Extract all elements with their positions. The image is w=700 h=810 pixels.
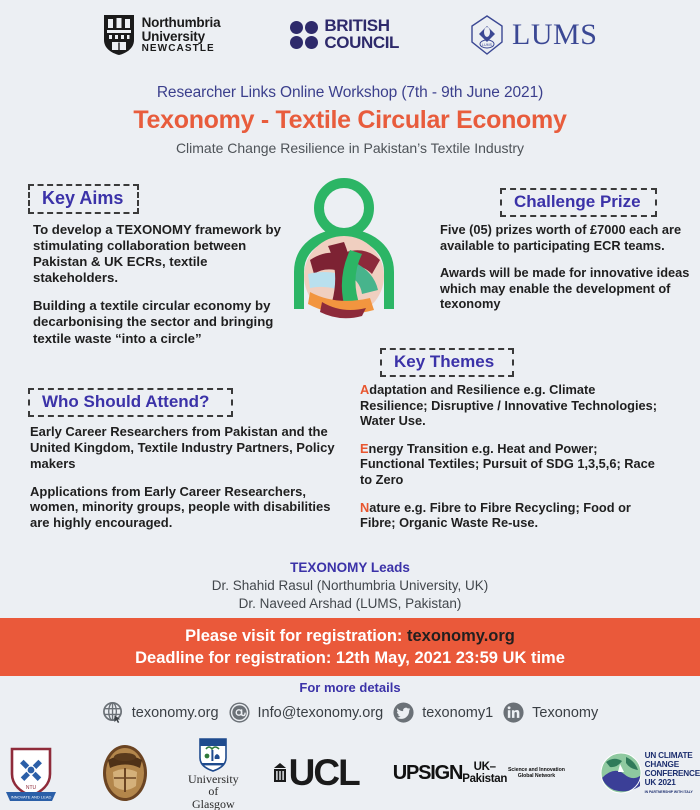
logo-uet-crest [96, 742, 154, 804]
cop26-tagline: IN PARTNERSHIP WITH ITALY [644, 789, 693, 794]
upsign-tagline: Science and Innovation Global Network [507, 767, 565, 779]
key-aims-body [33, 222, 283, 347]
key-aims-paragraph-2: Building a textile circular economy by decarbonising the sector and bringing textile waste “into a circle” [33, 298, 274, 346]
lums-crest-icon [469, 14, 505, 56]
contact-item-twitter[interactable] [392, 701, 493, 724]
key-theme-item-3 [360, 500, 660, 531]
lums-wordmark: LUMS [512, 18, 598, 51]
texonomy-leads-block [0, 560, 700, 611]
registration-prefix: Please visit for registration: [185, 626, 408, 645]
key-themes-heading: Key Themes [380, 348, 514, 377]
logo-ucl [273, 752, 359, 794]
key-theme-text-1: daptation and Resilience e.g. Climate Resilience; Disruptive / Innovative Technologies; Water Use. [360, 382, 658, 429]
contact-item-website[interactable] [102, 701, 219, 724]
cop26-line1: UN CLIMATE [644, 751, 693, 761]
registration-deadline: Deadline for registration: 12th May, 2021 23:59 UK time [135, 648, 565, 667]
lead-person-2: Dr. Naveed Arshad (LUMS, Pakistan) [238, 596, 462, 611]
ucl-wordmark: UCL [288, 752, 359, 793]
key-aims-paragraph-1: To develop a TEXONOMY framework by stimulating collaboration between Pakistan & UK ECRs, textile stakeholders. [33, 222, 281, 286]
northumbria-shield-icon [103, 14, 135, 56]
ntu-label: NTU [25, 785, 37, 791]
who-should-attend-body [30, 424, 335, 531]
contact-label-website: texonomy.org [131, 704, 219, 721]
person-circle-icon [288, 176, 400, 324]
key-themes-body [360, 382, 660, 531]
cop26-globe-icon [600, 752, 642, 794]
key-aims-heading: Key Aims [28, 184, 139, 214]
contact-label-linkedin: Texonomy [532, 704, 599, 721]
who-should-attend-heading: Who Should Attend? [28, 388, 233, 417]
cop26-line4: UK 2021 [644, 777, 676, 787]
glasgow-crest-icon [196, 736, 230, 772]
challenge-prize-body [440, 222, 692, 312]
british-council-dots-icon [290, 21, 318, 49]
contact-row [0, 701, 700, 724]
who-should-attend-paragraph-2: Applications from Early Career Researchers, women, minority groups, people with disabilities are highly encouraged. [30, 483, 331, 531]
logo-northumbria-university [103, 14, 221, 56]
key-theme-text-3: ature e.g. Fibre to Fibre Recycling; Food or Fibre; Organic Waste Re-use. [360, 499, 631, 531]
challenge-prize-paragraph-1: Five (05) prizes worth of £7000 each are available to participating ECR teams. [440, 222, 682, 253]
contact-label-twitter: texonomy1 [422, 704, 494, 721]
challenge-prize-paragraph-2: Awards will be made for innovative ideas which may enable the development of texonomy [440, 265, 690, 312]
logo-university-of-glasgow [188, 736, 239, 810]
page-subtitle: Climate Change Resilience in Pakistan’s Textile Industry [175, 140, 525, 156]
svg-text:LUMS: LUMS [482, 43, 493, 47]
lead-person-1: Dr. Shahid Rasul (Northumbria University, UK) [211, 578, 489, 593]
header-logo-bar [0, 0, 700, 70]
registration-banner [0, 618, 700, 676]
contact-item-linkedin[interactable] [502, 701, 598, 724]
leads-title: TEXONOMY Leads [290, 560, 410, 575]
upsign-subtitle: UK–Pakistan [462, 761, 508, 785]
title-block [0, 84, 700, 156]
circular-economy-person-graphic [288, 176, 400, 324]
cop26-line3: CONFERENCE [644, 769, 700, 778]
page-title: Texonomy - Textile Circular Economy [133, 106, 567, 134]
key-theme-item-1 [360, 382, 660, 429]
uet-crest-icon [96, 742, 154, 804]
logo-cop26 [600, 752, 700, 794]
ntu-shield-icon [0, 742, 62, 804]
contact-heading: For more details [299, 680, 401, 695]
british-council-line1: BRITISH [324, 16, 390, 36]
twitter-icon [392, 701, 415, 724]
logo-lums [469, 14, 597, 56]
key-theme-initial-2: E [360, 440, 369, 456]
globe-icon [102, 701, 125, 724]
northumbria-line2: University [141, 28, 205, 44]
key-theme-item-2 [360, 441, 660, 488]
contact-block [0, 680, 700, 724]
logo-ntu [0, 742, 62, 804]
registration-link[interactable]: texonomy.org [407, 626, 515, 645]
glasgow-line1: University [188, 771, 239, 786]
at-sign-icon [228, 701, 251, 724]
workshop-eyebrow: Researcher Links Online Workshop (7th - 9th June 2021) [156, 84, 544, 101]
linkedin-icon [502, 701, 525, 724]
key-theme-text-2: nergy Transition e.g. Heat and Power; Functional Textiles; Pursuit of SDG 1,3,5,6; Race to Zero [360, 440, 655, 488]
glasgow-line2: of Glasgow [192, 784, 235, 810]
key-theme-initial-1: A [360, 382, 370, 397]
ntu-ribbon: INNOVATE AND LEAD [10, 794, 52, 800]
logo-upsign [393, 761, 566, 785]
logo-british-council [290, 18, 399, 51]
key-theme-initial-3: N [360, 499, 370, 515]
contact-label-email: Info@texonomy.org [257, 704, 384, 721]
british-council-line2: COUNCIL [324, 33, 400, 52]
northumbria-line1: Northumbria [141, 15, 221, 31]
upsign-wordmark: UPSIGN [392, 761, 463, 784]
challenge-prize-heading: Challenge Prize [500, 188, 657, 217]
contact-item-email[interactable] [228, 701, 384, 724]
who-should-attend-paragraph-1: Early Career Researchers from Pakistan and the United Kingdom, Textile Industry Partners, Policy makers [30, 424, 335, 471]
ucl-portico-icon [273, 762, 287, 784]
cop26-line2: CHANGE [644, 760, 679, 770]
northumbria-line3: NEWCASTLE [141, 42, 215, 54]
footer-logo-bar [0, 736, 700, 810]
registration-line [185, 627, 515, 646]
